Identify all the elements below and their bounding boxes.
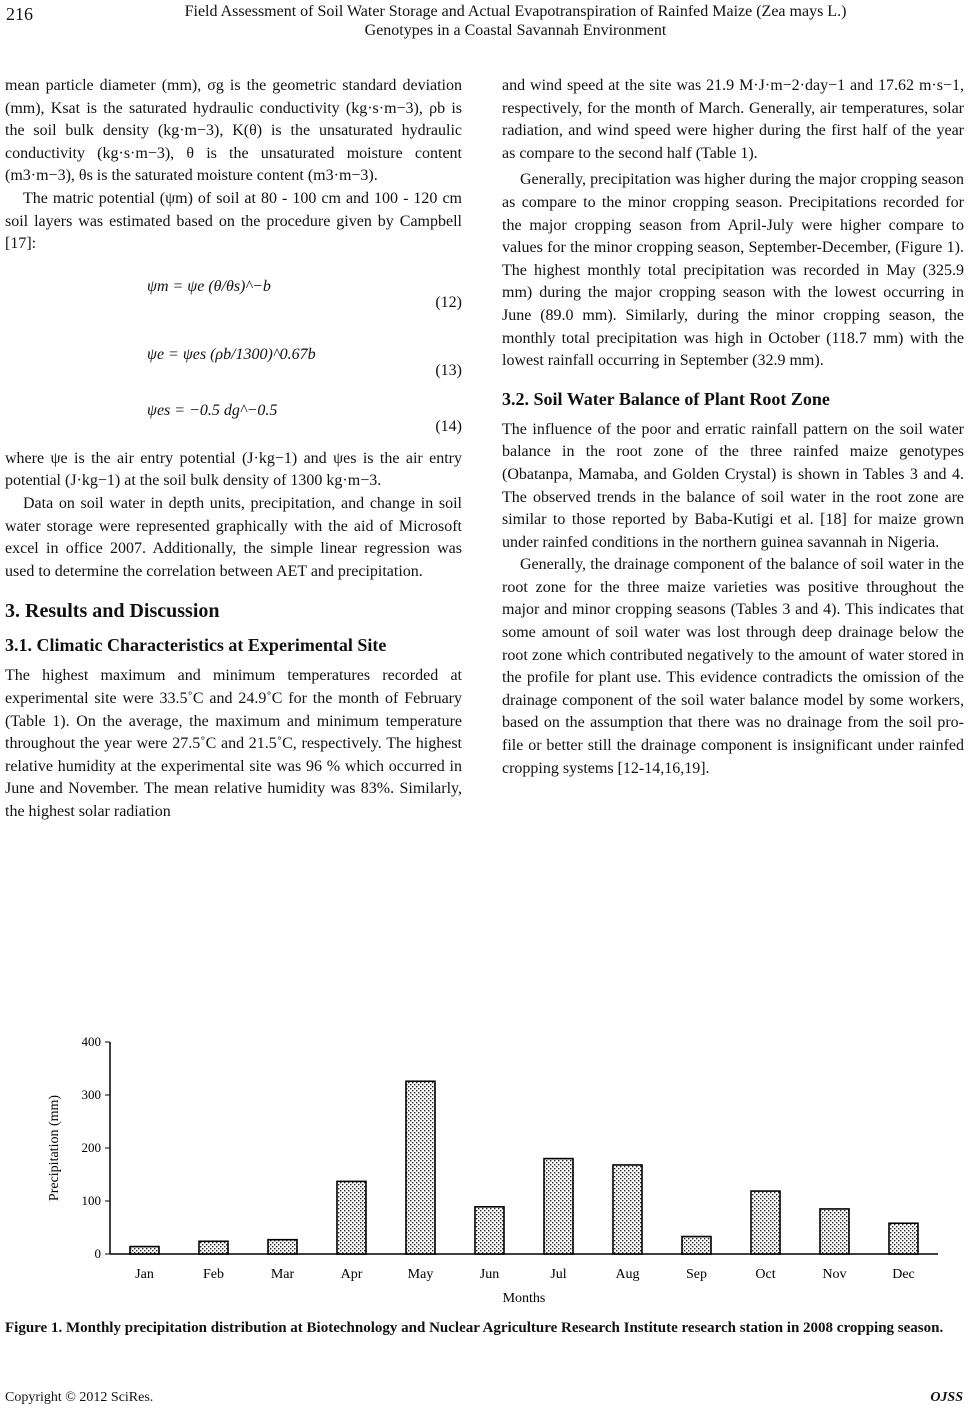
bar-jul — [544, 1159, 573, 1254]
y-tick-label: 0 — [94, 1246, 101, 1261]
x-tick-label: Jun — [479, 1267, 500, 1282]
bar-jan — [130, 1247, 159, 1254]
section-heading: 3. Results and Discussion — [5, 600, 220, 623]
y-tick-label: 200 — [81, 1140, 101, 1155]
paragraph: Generally, the drainage component of the balance of soil water in the root zone for the three maize varieties was positive throughout the major and minor cropping seasons (Tables 3 and 4). This indicates that some amount of soil water was lost through deep drainage below the root zone which contributed negatively to the amount of water stored in the profile for plant use. This evidence contradicts the omission of the drainage component of the soil water balance model by some workers, based on the assumption that there was no drainage from the soil pro- file or better still the drainage component is insignificant under rainfed cropping systems [12-14,16,19]. — [502, 556, 964, 777]
bar-aug — [613, 1165, 642, 1254]
x-tick-label: Aug — [615, 1267, 640, 1282]
equation-text: ψm = ψe (θ/θs)^−b — [147, 277, 271, 295]
right-column — [502, 75, 964, 780]
bar-nov — [820, 1209, 849, 1254]
equation-number: (14) — [435, 417, 462, 435]
subsection-heading: 3.2. Soil Water Balance of Plant Root Zone — [502, 388, 830, 409]
bar-jun — [475, 1207, 504, 1254]
x-tick-label: Feb — [203, 1267, 224, 1282]
equation-number: (13) — [435, 361, 462, 379]
precipitation-chart — [0, 1030, 971, 1310]
equation-text: ψes = −0.5 dg^−0.5 — [147, 401, 278, 419]
x-tick-label: Sep — [686, 1267, 707, 1282]
header-line-2: Genotypes in a Coastal Savannah Environment — [364, 22, 667, 39]
x-tick-label: Dec — [892, 1267, 915, 1282]
paragraph: The matric potential (ψm) of soil at 80 - 100 cm and 100 - 120 cm soil layers was estimated based on the procedure given by Campbell [17]: — [5, 189, 462, 253]
equation-14 — [5, 400, 462, 440]
y-tick-label: 100 — [81, 1193, 101, 1208]
bar-apr — [337, 1181, 366, 1254]
header-line-1: Field Assessment of Soil Water Storage and Actual Evapotranspiration of Rainfed Maize (Zea mays L.) — [184, 3, 847, 20]
bar-sep — [682, 1237, 711, 1254]
x-tick-label: Nov — [822, 1267, 847, 1282]
equation-number: (12) — [435, 293, 462, 311]
x-tick-label: May — [407, 1267, 434, 1282]
copyright: Copyright © 2012 SciRes. — [5, 1390, 154, 1405]
x-tick-label: Mar — [270, 1267, 295, 1282]
journal-name: OJSS — [930, 1390, 963, 1405]
equation-13 — [5, 344, 462, 400]
paragraph: and wind speed at the site was 21.9 M·J·m−2·day−1 and 17.62 m·s−1, respectively, for the month of March. Generally, air temperatures, solar radiation, and wind speed were higher during the first half of the year as compare to the second half (Table 1). — [502, 77, 964, 162]
x-tick-label: Oct — [755, 1267, 776, 1282]
x-axis-label: Months — [502, 1291, 546, 1306]
running-header — [60, 2, 971, 40]
paragraph: where ψe is the air entry potential (J·kg−1) and ψes is the air entry potential (J·kg−1) at the soil bulk density of 1300 kg·m−3. — [5, 449, 462, 490]
bar-feb — [199, 1241, 228, 1254]
paragraph: mean particle diameter (mm), σg is the geometric standard deviation (mm), Ksat is the saturated hydraulic conductivity (kg·s·m−3), ρb is the soil bulk density (kg·m−3), K(θ) is the unsaturated hydraulic conductivity (kg·s·m−3), θ is the unsaturated moisture content (m3·m−3), θs is the saturated moisture content (m3·m−3). — [5, 77, 462, 185]
y-axis-label: Precipitation (mm) — [47, 1094, 62, 1202]
bar-dec — [889, 1223, 918, 1254]
bar-oct — [751, 1191, 780, 1254]
paragraph: Generally, precipitation was higher during the major cropping season as compare to the minor cropping season. Precipitations recorded for the major cropping season from April-July were higher compare to values for the minor cropping season, September-December, (Figure 1). The highest monthly total precipitation was recorded in May (325.9 mm) during the major cropping season with the lowest occurring in June (89.0 mm). Similarly, during the minor cropping season, the monthly total precipitation was high in October (118.7 mm) with the lowest rainfall occurring in September (32.9 mm). — [502, 171, 964, 370]
equation-12 — [5, 276, 462, 332]
paragraph: The highest maximum and minimum temperatures recorded at experimental site were 33.5˚C and 24.9˚C for the month of February (Table 1). On the average, the maximum and minimum temperature throughout the year were 27.5˚C and 21.5˚C, respectively. The highest relative humidity at the experimental site was 96 % which occurred in June and November. The mean relative humidity was 83%. Similarly, the highest solar radiation — [5, 667, 462, 820]
bar-mar — [268, 1240, 297, 1254]
page-number: 216 — [6, 4, 33, 24]
y-tick-label: 300 — [81, 1087, 101, 1102]
figure-caption: Figure 1. Monthly precipitation distribution at Biotechnology and Nuclear Agriculture Research Institute research station in 2008 cropping season. — [5, 1320, 944, 1336]
x-tick-label: Jul — [550, 1267, 567, 1282]
bar-may — [406, 1081, 435, 1254]
x-tick-label: Apr — [340, 1267, 363, 1282]
subsection-heading: 3.1. Climatic Characteristics at Experimental Site — [5, 635, 387, 656]
left-column — [5, 75, 462, 823]
paragraph: The influence of the poor and erratic rainfall pattern on the soil water balance in the root zone of the three rainfed maize genotypes (Obatanpa, Mamaba, and Golden Crystal) is shown in Tables 3 and 4. The observed trends in the balance of soil water in the root zone are similar to those reported by Baba-Kutigi et al. [18] for maize grown under rainfed conditions in the northern guinea savannah in Nigeria. — [502, 420, 964, 551]
x-tick-label: Jan — [135, 1267, 154, 1282]
y-tick-label: 400 — [81, 1034, 101, 1049]
paragraph: Data on soil water in depth units, precipitation, and change in soil water storage were represented graphically with the aid of Microsoft excel in office 2007. Additionally, the simple linear regression was used to determine the correlation between AET and precipitation. — [5, 494, 462, 580]
equation-text: ψe = ψes (ρb/1300)^0.67b — [147, 345, 316, 363]
